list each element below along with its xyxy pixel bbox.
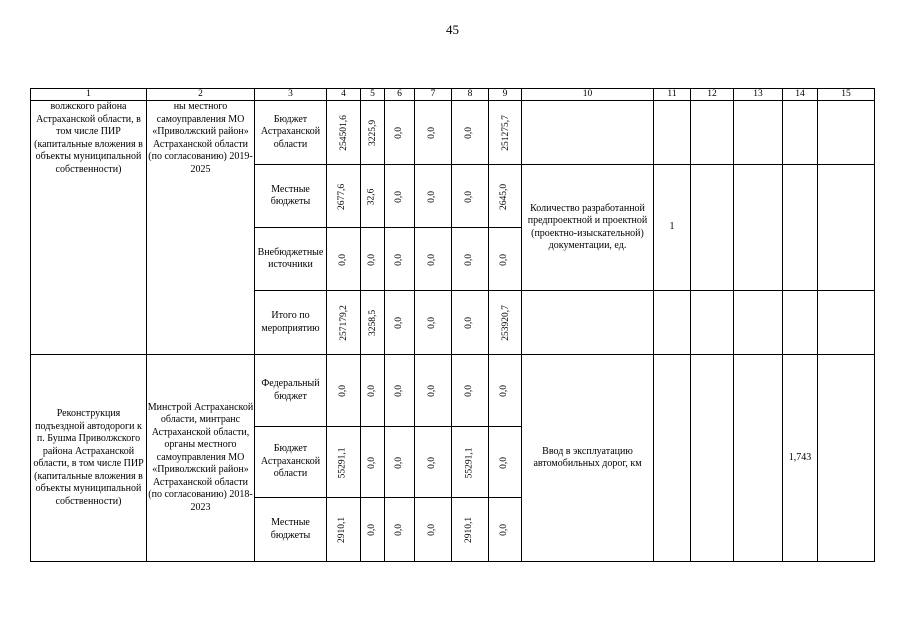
- value-text: 2910,1: [337, 516, 348, 544]
- value-text: 0,0: [393, 456, 404, 469]
- funding-source-cell: Итого по мероприятию: [255, 291, 327, 355]
- table-row: [31, 101, 875, 165]
- header-cell-7: 7: [415, 89, 452, 101]
- activity-name-cell: Реконструкция подъездной автодороги к п. Бушма Приволжского района Астраханской области, в том числе ПИР (капитальные вложения в объекты муниципальной собственности): [31, 355, 147, 562]
- value-text: 0,0: [499, 385, 510, 397]
- value-cell-c9: [489, 291, 522, 355]
- indicator-blank-cell: [522, 101, 654, 165]
- value-cell-c5: [361, 228, 385, 291]
- value-text: 2645,0: [499, 183, 510, 210]
- value-cell-c8: [452, 498, 489, 562]
- value-text: 0,0: [366, 385, 377, 397]
- value-text: 0,0: [464, 317, 475, 329]
- header-cell-3: 3: [255, 89, 327, 101]
- value-cell-c7: [415, 427, 452, 498]
- header-cell-15: 15: [818, 89, 875, 101]
- header-row: [31, 89, 875, 101]
- value-cell-c11: 1: [654, 165, 691, 291]
- value-text: 0,0: [427, 253, 438, 266]
- value-cell-c4: [327, 165, 361, 228]
- value-cell-c6: [385, 498, 415, 562]
- value-text: 0,0: [393, 190, 404, 203]
- value-text: 0,0: [464, 127, 475, 139]
- value-text: 0,0: [393, 317, 404, 329]
- value-cell-c4: [327, 355, 361, 427]
- value-cell-c15: [818, 165, 875, 291]
- value-text: 0,0: [393, 253, 404, 266]
- blank-cell: [818, 291, 875, 355]
- funding-source-cell: Бюджет Астраханской области: [255, 427, 327, 498]
- value-cell-c8: [452, 355, 489, 427]
- value-cell-c9: [489, 498, 522, 562]
- value-cell-c4: [327, 498, 361, 562]
- value-cell-c9: [489, 101, 522, 165]
- value-cell-c5: [361, 355, 385, 427]
- value-cell-c6: [385, 291, 415, 355]
- value-cell-c4: [327, 291, 361, 355]
- value-cell-c9: [489, 427, 522, 498]
- value-text: 55291,1: [464, 447, 475, 478]
- value-text: 0,0: [427, 127, 438, 139]
- value-cell-c7: [415, 101, 452, 165]
- value-text: 251275,7: [500, 115, 511, 151]
- value-text: 257179,2: [338, 305, 349, 341]
- value-cell-c6: [385, 427, 415, 498]
- value-text: 0,0: [393, 127, 404, 139]
- value-cell-c8: [452, 228, 489, 291]
- header-cell-9: 9: [489, 89, 522, 101]
- activity-name-cell: волжского района Астраханской области, в том числе ПИР (капитальные вложения в объекты муниципальной собственности): [31, 101, 147, 355]
- value-cell-c9: [489, 165, 522, 228]
- value-cell-c15: [818, 355, 875, 562]
- value-text: 0,0: [366, 253, 377, 266]
- value-cell-c5: [361, 291, 385, 355]
- header-cell-5: 5: [361, 89, 385, 101]
- header-cell-4: 4: [327, 89, 361, 101]
- value-cell-c9: [489, 228, 522, 291]
- value-cell-c6: [385, 165, 415, 228]
- value-cell-c5: [361, 165, 385, 228]
- header-cell-12: 12: [691, 89, 734, 101]
- header-cell-10: 10: [522, 89, 654, 101]
- value-cell-c14: 1,743: [783, 355, 818, 562]
- executor-cell: Минстрой Астраханской области, минтранс Астраханской области, органы местного самоуправления МО «Приволжский район» Астраханской области (по согласованию) 2018-2023: [147, 355, 255, 562]
- header-cell-2: 2: [147, 89, 255, 101]
- value-text: 0,0: [366, 456, 377, 469]
- value-cell-c8: [452, 101, 489, 165]
- value-cell-c5: [361, 498, 385, 562]
- value-text: 254501,6: [338, 115, 349, 151]
- header-cell-14: 14: [783, 89, 818, 101]
- value-text: 0,0: [427, 317, 438, 329]
- value-cell-c6: [385, 101, 415, 165]
- value-text: 32,6: [366, 188, 377, 205]
- value-text: 0,0: [464, 385, 475, 397]
- value-text: 0,0: [499, 253, 510, 266]
- header-cell-13: 13: [734, 89, 783, 101]
- indicator-blank-cell: [522, 291, 654, 355]
- program-table: [30, 88, 875, 562]
- value-cell-c8: [452, 291, 489, 355]
- value-text: 0,0: [427, 190, 438, 203]
- indicator-cell: Количество разработанной предпроектной и проектной (проектно-изыскательной) документации, ед.: [522, 165, 654, 291]
- header-cell-1: 1: [31, 89, 147, 101]
- blank-cell: [734, 291, 783, 355]
- value-cell-c4: [327, 427, 361, 498]
- value-cell-c4: [327, 101, 361, 165]
- blank-cell: [734, 101, 783, 165]
- value-cell-c6: [385, 228, 415, 291]
- value-cell-c5: [361, 101, 385, 165]
- table-row: [31, 355, 875, 427]
- blank-cell: [691, 291, 734, 355]
- indicator-cell: Ввод в эксплуатацию автомобильных дорог, км: [522, 355, 654, 562]
- value-cell-c9: [489, 355, 522, 427]
- value-text: 0,0: [464, 253, 475, 266]
- value-text: 2910,1: [464, 516, 475, 544]
- value-cell-c11: [654, 355, 691, 562]
- header-cell-11: 11: [654, 89, 691, 101]
- blank-cell: [783, 101, 818, 165]
- value-cell-c7: [415, 228, 452, 291]
- funding-source-cell: Местные бюджеты: [255, 498, 327, 562]
- value-cell-c13: [734, 165, 783, 291]
- value-text: 0,0: [393, 524, 404, 536]
- blank-cell: [691, 101, 734, 165]
- page-number: 45: [446, 22, 459, 37]
- value-text: 0,0: [427, 456, 438, 469]
- value-text: 3258,5: [368, 309, 379, 337]
- funding-source-cell: Федеральный бюджет: [255, 355, 327, 427]
- value-text: 2677,6: [337, 183, 348, 210]
- value-cell-c8: [452, 165, 489, 228]
- value-cell-c12: [691, 355, 734, 562]
- value-text: 0,0: [393, 385, 404, 397]
- value-cell-c7: [415, 498, 452, 562]
- value-text: 3225,9: [368, 119, 379, 147]
- value-text: 0,0: [499, 456, 510, 469]
- value-cell-c6: [385, 355, 415, 427]
- value-cell-c7: [415, 165, 452, 228]
- value-text: 0,0: [427, 524, 438, 536]
- value-cell-c5: [361, 427, 385, 498]
- blank-cell: [818, 101, 875, 165]
- header-cell-6: 6: [385, 89, 415, 101]
- funding-source-cell: Местные бюджеты: [255, 165, 327, 228]
- value-text: 0,0: [499, 524, 510, 536]
- blank-cell: [654, 101, 691, 165]
- value-cell-c4: [327, 228, 361, 291]
- value-text: 55291,1: [337, 447, 348, 478]
- value-cell-c14: [783, 165, 818, 291]
- value-cell-c7: [415, 355, 452, 427]
- funding-source-cell: Бюджет Астраханской области: [255, 101, 327, 165]
- blank-cell: [783, 291, 818, 355]
- value-text: 0,0: [337, 385, 348, 397]
- executor-cell: ны местного самоуправления МО «Приволжский район» Астраханской области (по согласованию) 2019-2025: [147, 101, 255, 355]
- funding-source-cell: Внебюджетные источники: [255, 228, 327, 291]
- value-cell-c13: [734, 355, 783, 562]
- value-text: 0,0: [337, 253, 348, 266]
- blank-cell: [654, 291, 691, 355]
- header-cell-8: 8: [452, 89, 489, 101]
- value-cell-c8: [452, 427, 489, 498]
- value-text: 253920,7: [500, 305, 511, 341]
- value-cell-c7: [415, 291, 452, 355]
- value-text: 0,0: [366, 524, 377, 536]
- value-text: 0,0: [464, 190, 475, 203]
- value-text: 0,0: [427, 385, 438, 397]
- value-cell-c12: [691, 165, 734, 291]
